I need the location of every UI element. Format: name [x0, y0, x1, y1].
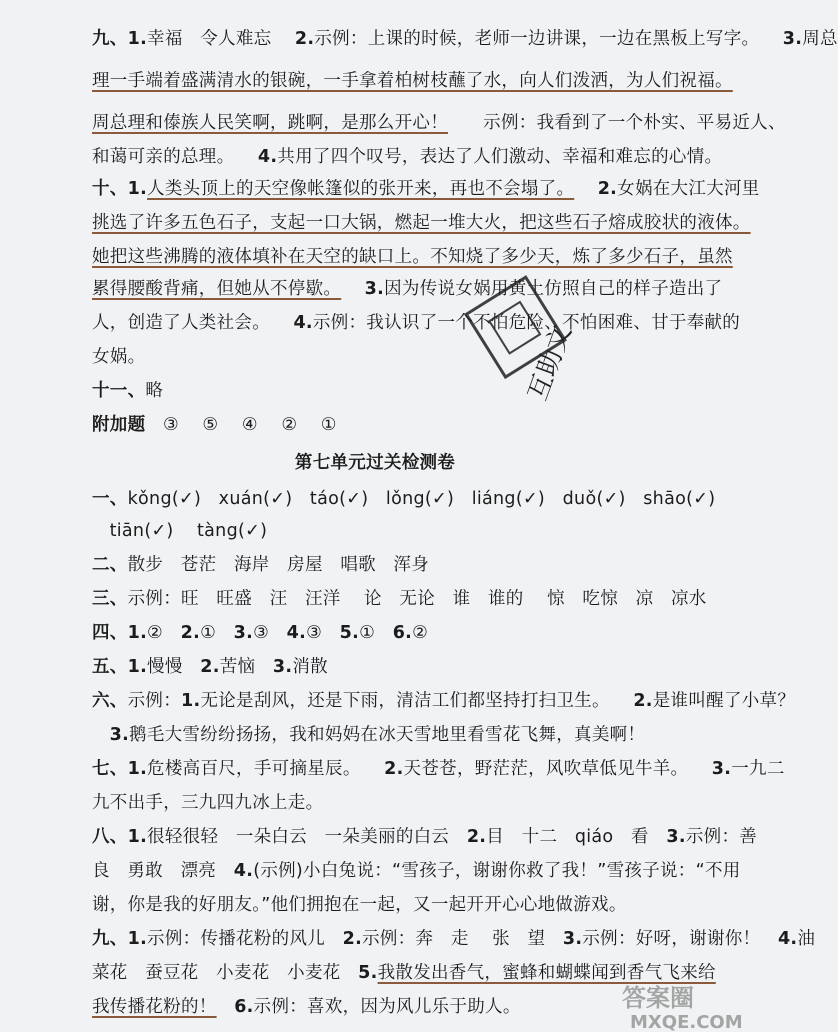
line-24: 八、1.很轻很轻 一朵白云 一朵美丽的白云 2.目 十二 qiáo 看 3.示例：善: [92, 827, 758, 847]
line-07: 她把这些沸腾的液体填补在天空的缺口上。不知烧了多少天，炼了多少石子，虽然: [92, 247, 733, 267]
line-20: 六、示例：1.无论是刮风，还是下雨，清洁工们都坚持打扫卫生。 2.是谁叫醒了小草？: [92, 691, 796, 711]
line-08: 累得腰酸背痛，但她从不停歇。 3.因为传说女娲用黄土仿照自己的样子造出了: [92, 279, 723, 299]
section-title: 第七单元过关检测卷: [294, 453, 456, 473]
line-23: 九不出手，三九四九冰上走。: [92, 793, 324, 813]
line-14: 一、kǒng(✓) xuán(✓) táo(✓) lǒng(✓) liáng(✓) duǒ(✓) shāo(✓): [92, 489, 716, 509]
line-12: 附加题 ③ ⑤ ④ ② ①: [92, 415, 337, 435]
line-02: 理一手端着盛满清水的银碗，一手拿着柏树枝蘸了水，向人们泼洒，为人们祝福。: [92, 71, 733, 91]
line-29: 我传播花粉的！ 6.示例：喜欢，因为风儿乐于助人。: [92, 997, 521, 1017]
line-26: 谢，你是我的好朋友。”他们拥抱在一起，又一起开开心心地做游戏。: [92, 895, 627, 915]
line-18: 四、1.② 2.① 3.③ 4.③ 5.① 6.②: [92, 623, 429, 643]
line-21: 3.鹅毛大雪纷纷扬扬，我和妈妈在冰天雪地里看雪花飞舞，真美啊！: [109, 725, 646, 745]
line-19: 五、1.慢慢 2.苦恼 3.消散: [92, 657, 328, 677]
line-01: 九、1.幸福 令人难忘 2.示例：上课的时候，老师一边讲课，一边在黑板上写字。 3.周总: [92, 29, 838, 49]
line-15: tiān(✓) tàng(✓): [92, 521, 268, 541]
line-16: 二、散步 苍茫 海岸 房屋 唱歌 浑身: [92, 555, 430, 575]
line-11: 十一、略: [92, 381, 164, 401]
line-09: 人，创造了人类社会。 4.示例：我认识了一个不怕危险、不怕困难、甘于奉献的: [92, 313, 741, 333]
line-27: 九、1.示例：传播花粉的风儿 2.示例：奔 走 张 望 3.示例：好呀，谢谢你！ 4.油: [92, 929, 816, 949]
line-25: 良 勇敢 漂亮 4.(示例)小白兔说：“雪孩子，谢谢你救了我！”雪孩子说：“不用: [92, 861, 741, 881]
stamp-text: 互助文: [522, 321, 578, 405]
line-04: 和蔼可亲的总理。 4.共用了四个叹号，表达了人们激动、幸福和难忘的心情。: [92, 147, 723, 167]
line-06: 挑选了许多五色石子，支起一口大锅，燃起一堆大火，把这些石子熔成胶状的液体。: [92, 213, 751, 233]
watermark-logo: [600, 978, 745, 1032]
line-22: 七、1.危楼高百尺，手可摘星辰。 2.天苍苍，野茫茫，风吹草低见牛羊。 3.一九二: [92, 759, 785, 779]
watermark-url: MXQE.COM: [630, 1012, 743, 1032]
watermark-text: 答案圈: [622, 984, 694, 1012]
line-17: 三、示例：旺 旺盛 汪 汪洋 论 无论 谁 谁的 惊 吃惊 凉 凉水: [92, 589, 707, 609]
line-03: 周总理和傣族人民笑啊，跳啊，是那么开心！ 示例：我看到了一个朴实、平易近人、: [92, 113, 786, 133]
line-28: 菜花 蚕豆花 小麦花 小麦花 5.我散发出香气，蜜蜂和蝴蝶闻到香气飞来给: [92, 963, 716, 983]
line-05: 十、1.人类头顶上的天空像帐篷似的张开来，再也不会塌了。 2.女娲在大江大河里: [92, 179, 760, 199]
line-10: 女娲。: [92, 347, 146, 367]
